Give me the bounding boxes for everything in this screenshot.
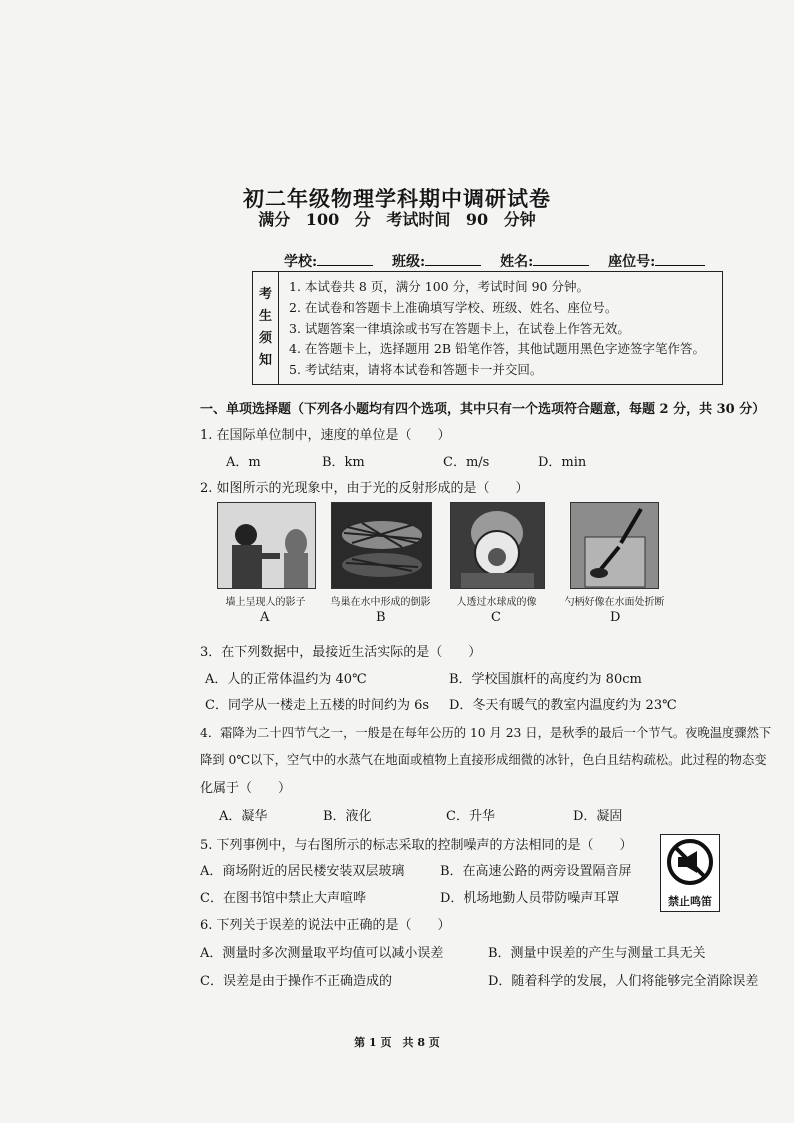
q1-option-a: A．m [226, 455, 261, 470]
q1-option-b: B．km [322, 455, 365, 470]
photo-water-ball [450, 502, 545, 589]
class-blank [425, 265, 481, 266]
seat-blank [655, 265, 705, 266]
notice-item: 1. 本试卷共 8 页，满分 100 分，考试时间 90 分钟。 [289, 279, 589, 294]
no-honking-sign [660, 834, 720, 912]
page-footer: 第 1 页 共 8 页 [354, 1036, 440, 1049]
caption-b: 鸟巢在水中形成的倒影 [330, 597, 431, 608]
question-5: 5. 下列事例中，与右图所示的标志采取的控制噪声的方法相同的是（ ） [200, 838, 633, 853]
page-subtitle: 满分 100 分 考试时间 90 分钟 [258, 210, 536, 229]
notice-items [289, 277, 705, 381]
school-label: 学校: [284, 254, 318, 270]
name-blank [533, 265, 589, 266]
page-title: 初二年级物理学科期中调研试卷 [243, 186, 551, 211]
q4-option-b: B．液化 [323, 809, 372, 824]
notice-label: 考 生 须 知 [253, 272, 279, 384]
name-label: 姓名: [500, 254, 534, 270]
q4-option-a: A．凝华 [219, 809, 268, 824]
q3-option-d: D．冬天有暖气的教室内温度约为 23℃ [449, 698, 677, 713]
q5-option-a: A．商场附近的居民楼安装双层玻璃 [200, 864, 405, 879]
question-4-line-3: 化属于（ ） [200, 781, 292, 796]
question-3: 3．在下列数据中，最接近生活实际的是（ ） [200, 645, 482, 660]
exam-notice-box [252, 271, 723, 385]
question-4-line-1: 4．霜降为二十四节气之一，一般是在每年公历的 10 月 23 日，是秋季的最后一个节气。夜晚温度骤然下 [200, 726, 772, 740]
q4-option-c: C．升华 [446, 809, 495, 824]
caption-a: 墙上呈现人的影子 [225, 597, 306, 608]
caption-c: 人透过水球成的像 [456, 597, 537, 608]
seat-label: 座位号: [608, 254, 656, 270]
q5-option-b: B．在高速公路的两旁设置隔音屏 [440, 864, 632, 879]
question-2: 2. 如图所示的光现象中，由于光的反射形成的是（ ） [200, 481, 529, 496]
q6-option-a: A．测量时多次测量取平均值可以减小误差 [200, 946, 444, 961]
photo-birdnest-reflection [331, 502, 432, 589]
no-honking-icon [661, 835, 719, 893]
question-4-line-2: 降到 0℃以下，空气中的水蒸气在地面或植物上直接形成细微的冰针，色白且结构疏松。此过程的物态变 [200, 753, 767, 767]
q4-option-d: D．凝固 [573, 809, 623, 824]
photo-spoon-refraction [570, 502, 659, 589]
letter-c: C [491, 610, 501, 625]
q6-option-b: B．测量中误差的产生与测量工具无关 [488, 946, 706, 961]
q3-option-c: C．同学从一楼走上五楼的时间约为 6s [205, 698, 430, 713]
letter-a: A [260, 610, 270, 625]
notice-item: 3. 试题答案一律填涂或书写在答题卡上，在试卷上作答无效。 [289, 320, 630, 336]
sign-label: 禁止鸣笛 [668, 895, 712, 908]
notice-item: 5. 考试结束，请将本试卷和答题卡一并交回。 [289, 362, 543, 378]
q5-option-d: D．机场地勤人员带防噪声耳罩 [440, 891, 620, 906]
caption-d: 勺柄好像在水面处折断 [564, 597, 665, 608]
q6-option-d: D．随着科学的发展，人们将能够完全消除误差 [488, 974, 759, 989]
q5-option-c: C．在图书馆中禁止大声喧哗 [200, 891, 366, 906]
q1-option-d: D．min [538, 455, 587, 470]
q3-option-a: A．人的正常体温约为 40℃ [205, 672, 367, 687]
letter-d: D [610, 610, 621, 625]
student-info-line [284, 251, 705, 271]
class-label: 班级: [392, 254, 426, 270]
section-heading: 一、单项选择题（下列各小题均有四个选项，其中只有一个选项符合题意，每题 2 分，共 30 分） [200, 402, 766, 417]
question-1: 1. 在国际单位制中，速度的单位是（ ） [200, 428, 451, 443]
question-6: 6. 下列关于误差的说法中正确的是（ ） [200, 918, 451, 933]
notice-item: 4. 在答题卡上，选择题用 2B 铅笔作答，其他试题用黑色字迹签字笔作答。 [289, 341, 705, 357]
school-blank [317, 265, 373, 266]
photo-wall-shadow [217, 502, 316, 589]
q3-option-b: B．学校国旗杆的高度约为 80cm [449, 672, 642, 687]
letter-b: B [376, 610, 386, 625]
q6-option-c: C．误差是由于操作不正确造成的 [200, 974, 392, 989]
notice-item: 2. 在试卷和答题卡上准确填写学校、班级、姓名、座位号。 [289, 299, 618, 315]
q1-option-c: C．m/s [443, 455, 490, 470]
